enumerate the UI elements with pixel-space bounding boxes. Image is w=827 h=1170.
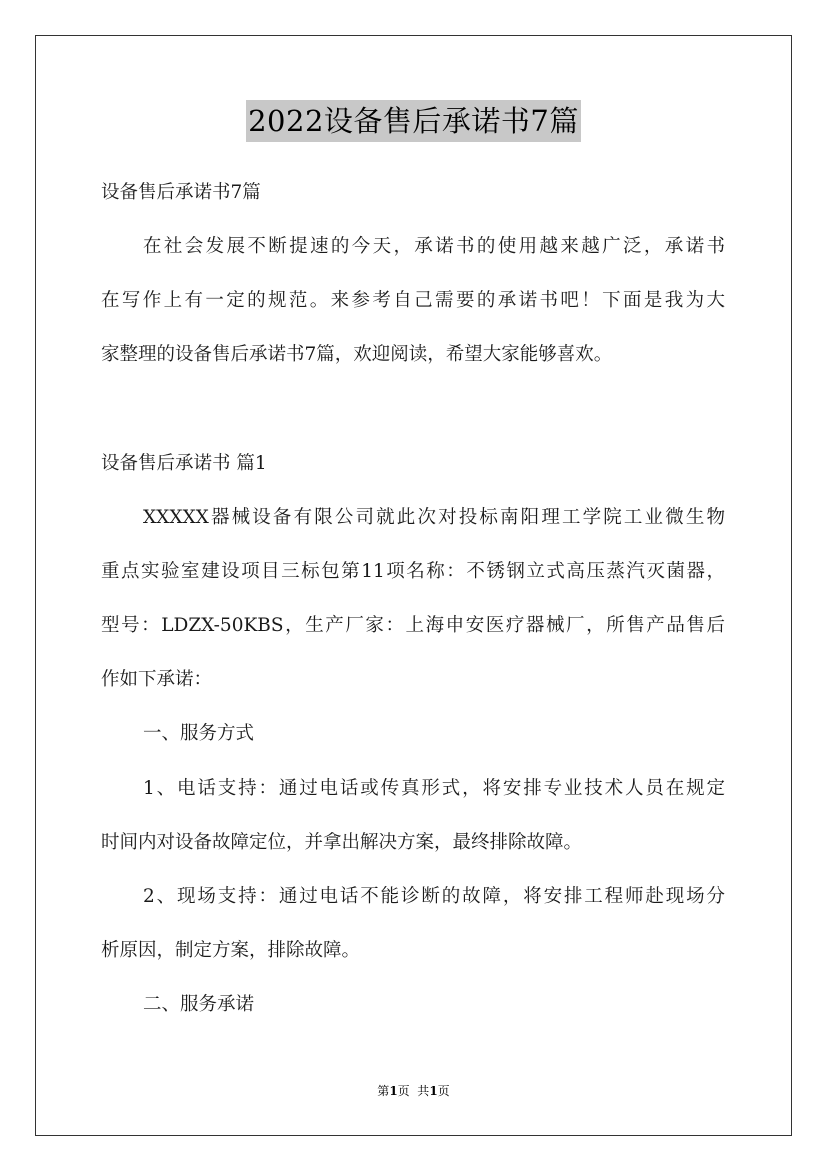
section1-heading: 设备售后承诺书 篇1 (101, 453, 267, 474)
intro-line-1: 在社会发展不断提速的今天，承诺书的使用越来越广泛，承诺书 (143, 236, 725, 257)
heading-service-promise: 二、服务承诺 (143, 994, 255, 1015)
item2-line-1: 2、现场支持：通过电话不能诊断的故障，将安排工程师赴现场分 (143, 886, 725, 907)
document-subtitle: 设备售后承诺书7篇 (101, 182, 261, 203)
document-title: 2022设备售后承诺书7篇 (246, 100, 581, 142)
item2-line-2: 析原因，制定方案，排除故障。 (101, 940, 361, 961)
item1-line-1: 1、电话支持：通过电话或传真形式，将安排专业技术人员在规定 (143, 778, 725, 799)
title-container (0, 100, 827, 142)
intro-line-2: 在写作上有一定的规范。来参考自己需要的承诺书吧！下面是我为大 (101, 290, 725, 311)
section1-line-3: 型号：LDZX-50KBS，生产厂家：上海申安医疗器械厂，所售产品售后 (101, 615, 725, 636)
section1-line-4: 作如下承诺： (101, 669, 213, 690)
intro-line-3: 家整理的设备售后承诺书7篇，欢迎阅读，希望大家能够喜欢。 (101, 344, 613, 365)
footer-page-prefix: 第 (377, 1084, 390, 1098)
footer-page-total: 1 (429, 1084, 438, 1098)
section1-line-2: 重点实验室建设项目三标包第11项名称：不锈钢立式高压蒸汽灭菌器， (101, 561, 725, 582)
section1-line-1: XXXXX器械设备有限公司就此次对投标南阳理工学院工业微生物 (143, 507, 725, 528)
page-footer (0, 1083, 827, 1099)
footer-page-current: 1 (389, 1084, 398, 1098)
heading-service-mode: 一、服务方式 (143, 723, 255, 744)
footer-page-suffix: 页 (437, 1084, 450, 1098)
item1-line-2: 时间内对设备故障定位，并拿出解决方案，最终排除故障。 (101, 832, 583, 853)
footer-page-mid: 页 共 (397, 1084, 430, 1098)
